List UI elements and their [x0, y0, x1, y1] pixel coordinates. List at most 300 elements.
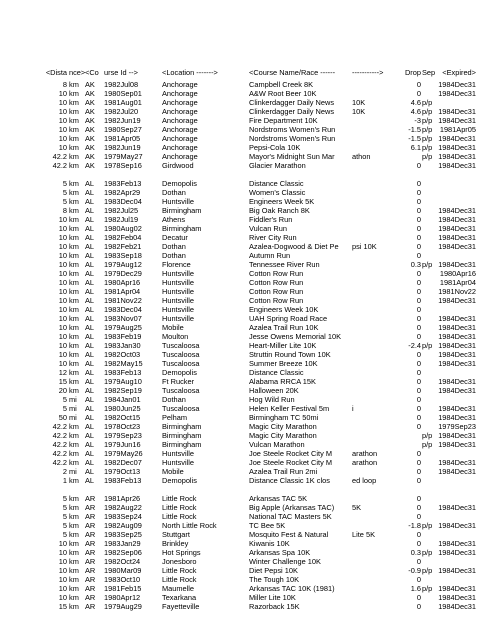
cell-state: AL [85, 323, 95, 332]
cell-location: Tuscaloosa [162, 350, 200, 359]
cell-distance: 10 [58, 134, 67, 143]
table-row [0, 287, 495, 296]
cell-course-id: 1979Jun16 [104, 440, 141, 449]
cell-drop: 0 [416, 503, 421, 512]
cell-course-id: 1981Feb15 [104, 584, 142, 593]
cell-unit: mi [69, 413, 77, 422]
cell-unit: km [69, 269, 79, 278]
cell-drop: 0.3 [410, 548, 421, 557]
cell-location: Huntsville [162, 458, 195, 467]
cell-drop: -3 [414, 116, 421, 125]
cell-location: Mobile [162, 467, 184, 476]
cell-unit: km [69, 125, 79, 134]
cell-expired: 1984Dec31 [438, 341, 476, 350]
cell-course-name: Glacier Marathon [249, 161, 306, 170]
cell-course-name: Cotton Row Run [249, 278, 304, 287]
cell-drop: 0 [416, 251, 421, 260]
cell-course-name: Big Oak Ranch 8K [249, 206, 310, 215]
cell-unit: km [69, 251, 79, 260]
table-row [0, 530, 495, 539]
cell-course-name: Azalea Trail Run 10K [249, 323, 319, 332]
cell-unit: km [69, 368, 79, 377]
cell-unit: km [69, 179, 79, 188]
cell-distance: 10 [58, 323, 67, 332]
cell-expired: 1984Dec31 [438, 440, 476, 449]
cell-unit: km [69, 359, 79, 368]
table-row [0, 422, 495, 431]
table-row [0, 152, 495, 161]
cell-sep: p/p [422, 125, 433, 134]
cell-drop: 0 [416, 350, 421, 359]
cell-course-id: 1980Apr16 [104, 278, 141, 287]
cell-distance: 10 [58, 269, 67, 278]
table-row [0, 296, 495, 305]
cell-expired: 1984Dec31 [438, 377, 476, 386]
cell-sep: p/p [422, 521, 433, 530]
cell-distance: 10 [58, 566, 67, 575]
cell-course-name: Cotton Row Run [249, 287, 304, 296]
table-row [0, 467, 495, 476]
cell-location: Anchorage [162, 107, 198, 116]
cell-drop: 0 [416, 314, 421, 323]
cell-state: AL [85, 458, 95, 467]
cell-location: Birmingham [162, 206, 202, 215]
cell-unit: km [69, 143, 79, 152]
cell-expired: 1984Dec31 [438, 359, 476, 368]
cell-location: Anchorage [162, 89, 198, 98]
cell-sep: p/p [422, 143, 433, 152]
table-row [0, 404, 495, 413]
cell-unit: km [69, 332, 79, 341]
cell-course-id: 1983Feb13 [104, 476, 142, 485]
cell-sep: p/p [422, 116, 433, 125]
cell-course-id: 1983Feb19 [104, 332, 142, 341]
cell-course-name: Big Apple (Arkansas TAC) [249, 503, 335, 512]
table-row [0, 503, 495, 512]
cell-course-name-cont: Lite 5K [352, 530, 376, 539]
cell-course-name: Alabama RRCA 15K [249, 377, 316, 386]
cell-state: AL [85, 197, 95, 206]
cell-state: AL [85, 341, 95, 350]
table-row [0, 368, 495, 377]
cell-course-name-cont: arathon [352, 458, 378, 467]
cell-state: AK [85, 125, 95, 134]
cell-expired: 1984Dec31 [438, 602, 476, 611]
cell-drop: 0 [416, 575, 421, 584]
cell-location: Tuscaloosa [162, 386, 200, 395]
cell-state: AR [85, 494, 96, 503]
cell-location: Fayetteville [162, 602, 200, 611]
cell-expired: 1984Dec31 [438, 404, 476, 413]
cell-course-id: 1981Apr04 [104, 287, 141, 296]
table-row [0, 89, 495, 98]
cell-expired: 1984Dec31 [438, 116, 476, 125]
cell-distance: 5 [62, 494, 67, 503]
cell-course-name: UAH Spring Road Race [249, 314, 328, 323]
cell-unit: km [69, 242, 79, 251]
cell-course-name-cont: athon [352, 152, 371, 161]
cell-course-name: The Tough 10K [249, 575, 299, 584]
cell-course-name: Vulcan Marathon [249, 440, 305, 449]
cell-drop: 0 [416, 278, 421, 287]
table-row [0, 449, 495, 458]
cell-location: Demopolis [162, 476, 197, 485]
cell-distance: 5 [62, 521, 67, 530]
cell-unit: km [69, 566, 79, 575]
cell-drop: 1.6 [410, 584, 421, 593]
cell-location: Huntsville [162, 197, 195, 206]
cell-sep: p/p [422, 341, 433, 350]
table-row [0, 242, 495, 251]
cell-sep: p/p [422, 566, 433, 575]
cell-location: Dothan [162, 242, 186, 251]
cell-state: AL [85, 440, 95, 449]
cell-unit: km [69, 440, 79, 449]
cell-unit: km [69, 188, 79, 197]
cell-course-id: 1982Feb04 [104, 233, 142, 242]
cell-state: AK [85, 152, 95, 161]
cell-location: Anchorage [162, 98, 198, 107]
cell-course-name: Jesse Owens Memorial 10K [249, 332, 342, 341]
cell-location: Little Rock [162, 494, 197, 503]
cell-unit: km [69, 224, 79, 233]
cell-drop: -1.5 [408, 125, 421, 134]
cell-course-name: Azalea Trail Run 2mi [249, 467, 318, 476]
cell-location: Huntsville [162, 314, 195, 323]
cell-unit: km [69, 278, 79, 287]
cell-distance: 10 [58, 260, 67, 269]
cell-unit: km [69, 431, 79, 440]
cell-location: Little Rock [162, 512, 197, 521]
cell-state: AL [85, 332, 95, 341]
cell-distance: 10 [58, 215, 67, 224]
table-row [0, 116, 495, 125]
header-state: <Co [85, 68, 99, 77]
cell-course-name: Helen Keller Festival 5m [249, 404, 330, 413]
cell-course-name: Mosquito Fest & Natural [249, 530, 329, 539]
cell-location: Tuscaloosa [162, 404, 200, 413]
cell-state: AL [85, 296, 95, 305]
cell-unit: km [69, 161, 79, 170]
cell-distance: 10 [58, 296, 67, 305]
cell-sep: p/p [422, 548, 433, 557]
cell-course-name: Razorback 15K [249, 602, 300, 611]
cell-distance: 10 [58, 233, 67, 242]
cell-course-id: 1982Oct03 [104, 350, 141, 359]
cell-drop: 0 [416, 476, 421, 485]
cell-distance: 5 [62, 503, 67, 512]
cell-course-id: 1979Aug25 [104, 323, 142, 332]
cell-location: Mobile [162, 323, 184, 332]
cell-distance: 15 [58, 602, 67, 611]
cell-unit: km [69, 206, 79, 215]
cell-sep: p/p [422, 134, 433, 143]
cell-drop: 0 [416, 269, 421, 278]
table-row [0, 593, 495, 602]
header-drop: Drop [404, 68, 421, 77]
cell-location: Little Rock [162, 566, 197, 575]
cell-expired: 1984Dec31 [438, 323, 476, 332]
cell-drop: 0 [416, 404, 421, 413]
cell-course-name: Summer Breeze 10K [249, 359, 318, 368]
cell-location: Pelham [162, 413, 188, 422]
table-row [0, 395, 495, 404]
cell-location: Anchorage [162, 134, 198, 143]
cell-state: AR [85, 566, 96, 575]
cell-location: Demopolis [162, 179, 197, 188]
cell-state: AR [85, 575, 96, 584]
cell-course-name-cont: 10K [352, 107, 366, 116]
cell-location: Ft Rucker [162, 377, 195, 386]
cell-location: Moulton [162, 332, 189, 341]
cell-course-id: 1982Jul20 [104, 107, 139, 116]
cell-unit: km [69, 89, 79, 98]
cell-location: Birmingham [162, 440, 202, 449]
cell-expired: 1984Dec31 [438, 431, 476, 440]
cell-course-id: 1982May15 [104, 359, 143, 368]
cell-location: Huntsville [162, 287, 195, 296]
cell-course-name: A&W Root Beer 10K [249, 89, 317, 98]
table-row [0, 584, 495, 593]
cell-course-id: 1983Dec04 [104, 305, 142, 314]
cell-state: AR [85, 593, 96, 602]
cell-distance: 10 [58, 332, 67, 341]
header-expired: <Expired> [442, 68, 476, 77]
table-row [0, 386, 495, 395]
header-course-name: <Course Name/Race ------ [249, 68, 336, 77]
cell-unit: km [69, 494, 79, 503]
cell-distance: 42.2 [52, 161, 67, 170]
table-row [0, 359, 495, 368]
cell-unit: km [69, 602, 79, 611]
cell-drop: 0 [416, 323, 421, 332]
cell-course-name: Miller Lite 10K [249, 593, 296, 602]
cell-drop: 0 [416, 197, 421, 206]
cell-state: AL [85, 404, 95, 413]
cell-course-id: 1983Sep24 [104, 512, 142, 521]
cell-expired: 1984Dec31 [438, 314, 476, 323]
cell-state: AR [85, 548, 96, 557]
cell-unit: km [69, 386, 79, 395]
header-course-name-cont: -----------> [352, 68, 384, 77]
table-row [0, 80, 495, 89]
cell-course-name: Nordstroms Women's Run [249, 125, 336, 134]
table-row [0, 314, 495, 323]
cell-course-name: Distance Classic 1K clos [249, 476, 330, 485]
cell-drop: 0 [416, 368, 421, 377]
cell-distance: 5 [62, 188, 67, 197]
cell-distance: 10 [58, 143, 67, 152]
cell-unit: km [69, 476, 79, 485]
cell-distance: 10 [58, 242, 67, 251]
cell-course-name: Fiddler's Run [249, 215, 293, 224]
cell-location: Little Rock [162, 503, 197, 512]
cell-course-id: 1980Aug02 [104, 224, 142, 233]
cell-state: AL [85, 287, 95, 296]
table-row [0, 458, 495, 467]
cell-course-id: 1979Dec29 [104, 269, 142, 278]
cell-location: Texarkana [162, 593, 197, 602]
cell-location: Little Rock [162, 575, 197, 584]
cell-distance: 42.2 [52, 431, 67, 440]
cell-expired: 1984Dec31 [438, 152, 476, 161]
cell-drop: 0.3 [410, 260, 421, 269]
cell-state: AL [85, 422, 95, 431]
cell-unit: km [69, 197, 79, 206]
cell-drop: 0 [416, 161, 421, 170]
cell-state: AL [85, 215, 95, 224]
cell-distance: 5 [62, 530, 67, 539]
cell-course-name: Women's Classic [249, 188, 306, 197]
table-row [0, 224, 495, 233]
cell-distance: 10 [58, 224, 67, 233]
cell-expired: 1984Dec31 [438, 134, 476, 143]
cell-state: AL [85, 188, 95, 197]
cell-expired: 1984Dec31 [438, 260, 476, 269]
cell-distance: 5 [62, 179, 67, 188]
cell-course-id: 1983Feb13 [104, 368, 142, 377]
cell-course-name: Nordstroms Women's Run [249, 134, 336, 143]
table-row [0, 575, 495, 584]
cell-distance: 10 [58, 548, 67, 557]
cell-unit: mi [69, 395, 77, 404]
cell-course-id: 1980Mar09 [104, 566, 142, 575]
cell-course-name: Winter Challenge 10K [249, 557, 321, 566]
cell-distance: 10 [58, 584, 67, 593]
table-row [0, 188, 495, 197]
cell-drop: 0 [416, 233, 421, 242]
cell-state: AL [85, 242, 95, 251]
cell-drop: -1.5 [408, 134, 421, 143]
cell-location: Anchorage [162, 80, 198, 89]
cell-drop: 0 [416, 80, 421, 89]
cell-course-id: 1979Aug29 [104, 602, 142, 611]
header-distance: <Dista [45, 68, 67, 77]
cell-course-name: Halloween 20K [249, 386, 299, 395]
cell-distance: 10 [58, 314, 67, 323]
cell-course-name: Joe Steele Rocket City M [249, 449, 332, 458]
cell-course-name: Heart-Miller Lite 10K [249, 341, 317, 350]
cell-distance: 5 [62, 395, 67, 404]
cell-course-id: 1981Apr26 [104, 494, 141, 503]
cell-course-name: Hog Wild Run [249, 395, 295, 404]
cell-course-name: Distance Classic [249, 368, 304, 377]
cell-distance: 10 [58, 593, 67, 602]
cell-course-id: 1982Aug22 [104, 503, 142, 512]
cell-course-id: 1982Jul19 [104, 215, 139, 224]
cell-location: Anchorage [162, 116, 198, 125]
cell-course-id: 1983Jan29 [104, 539, 141, 548]
cell-expired: 1980Apr16 [439, 269, 476, 278]
cell-unit: km [69, 116, 79, 125]
cell-expired: 1984Dec31 [438, 521, 476, 530]
cell-location: Birmingham [162, 431, 202, 440]
cell-location: Hot Springs [162, 548, 201, 557]
cell-course-id: 1982Apr29 [104, 188, 141, 197]
cell-state: AL [85, 395, 95, 404]
table-row [0, 251, 495, 260]
cell-course-name: Engineers Week 5K [249, 197, 315, 206]
cell-state: AL [85, 260, 95, 269]
table-row [0, 431, 495, 440]
table-row [0, 341, 495, 350]
cell-expired: 1984Dec31 [438, 161, 476, 170]
cell-course-id: 1978Sep16 [104, 161, 142, 170]
cell-distance: 10 [58, 350, 67, 359]
cell-distance: 10 [58, 557, 67, 566]
cell-distance: 10 [58, 107, 67, 116]
cell-distance: 42.2 [52, 152, 67, 161]
cell-course-id: 1982Jun19 [104, 143, 141, 152]
cell-distance: 10 [58, 98, 67, 107]
cell-distance: 10 [58, 116, 67, 125]
cell-course-id: 1979May27 [104, 152, 143, 161]
cell-location: Huntsville [162, 305, 195, 314]
cell-drop: 0 [416, 593, 421, 602]
table-row [0, 323, 495, 332]
cell-course-id: 1979May26 [104, 449, 143, 458]
cell-expired: 1984Dec31 [438, 89, 476, 98]
cell-state: AR [85, 503, 96, 512]
cell-drop: 0 [416, 296, 421, 305]
table-row [0, 476, 495, 485]
cell-expired: 1984Dec31 [438, 584, 476, 593]
cell-sep: p/p [422, 431, 433, 440]
cell-state: AR [85, 530, 96, 539]
cell-course-name: Arkansas Spa 10K [249, 548, 311, 557]
cell-distance: 10 [58, 287, 67, 296]
cell-expired: 1984Dec31 [438, 467, 476, 476]
cell-location: Birmingham [162, 224, 202, 233]
table-row [0, 206, 495, 215]
cell-distance: 10 [58, 251, 67, 260]
cell-state: AR [85, 602, 96, 611]
table-row [0, 305, 495, 314]
cell-expired: 1984Dec31 [438, 593, 476, 602]
cell-location: Huntsville [162, 278, 195, 287]
table-row [0, 134, 495, 143]
cell-drop: 0 [416, 386, 421, 395]
cell-drop: 0 [416, 215, 421, 224]
cell-location: Jonesboro [162, 557, 197, 566]
cell-sep: p/p [422, 440, 433, 449]
table-row [0, 143, 495, 152]
cell-expired: 1981Apr04 [439, 278, 476, 287]
cell-state: AL [85, 359, 95, 368]
cell-course-name: Engineers Week 10K [249, 305, 319, 314]
header-row [0, 68, 495, 77]
cell-drop: 0 [416, 530, 421, 539]
cell-course-id: 1983Oct10 [104, 575, 141, 584]
cell-course-name-cont: i [352, 404, 354, 413]
cell-location: Anchorage [162, 152, 198, 161]
cell-expired: 1984Dec31 [438, 548, 476, 557]
cell-unit: km [69, 98, 79, 107]
table-row [0, 161, 495, 170]
cell-drop: 0 [416, 458, 421, 467]
cell-course-id: 1982Oct15 [104, 413, 141, 422]
cell-distance: 1 [62, 476, 67, 485]
cell-course-id: 1981Nov22 [104, 296, 142, 305]
cell-state: AK [85, 161, 95, 170]
table-row [0, 260, 495, 269]
cell-drop: 0 [416, 557, 421, 566]
cell-drop: 0 [416, 242, 421, 251]
cell-drop: 4.6 [410, 98, 421, 107]
cell-course-id: 1984Jan01 [104, 395, 141, 404]
cell-location: Florence [162, 260, 191, 269]
cell-expired: 1984Dec31 [438, 458, 476, 467]
